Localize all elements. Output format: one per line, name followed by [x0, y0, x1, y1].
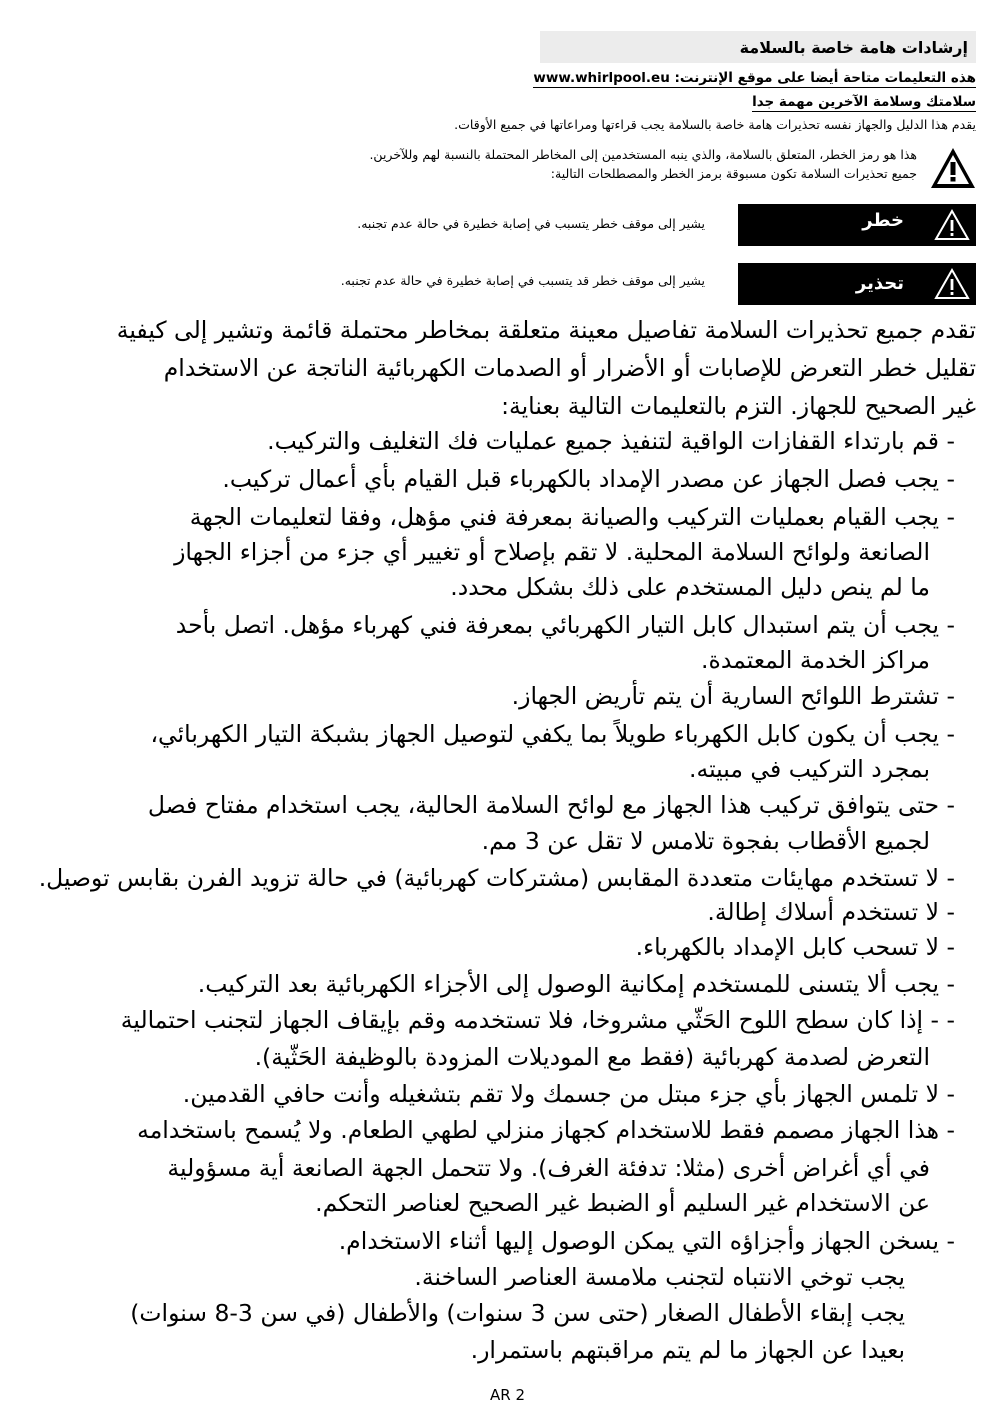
website-line: هذه التعليمات متاحة أيضا على موقع الإنترنت: www.whirlpool.eu: [533, 70, 976, 86]
body-line: لجميع الأقطاب بفجوة تلامس لا تقل عن 3 مم.: [481, 827, 930, 855]
body-line: - يجب القيام بعمليات التركيب والصيانة بمعرفة فني مؤهل، وفقا لتعليمات الجهة: [189, 503, 955, 531]
body-line: - يجب أن يكون كابل الكهرباء طويلاً بما يكفي لتوصيل الجهاز بشبكة التيار الكهربائي،: [150, 720, 955, 748]
body-line: - - إذا كان سطح اللوح الحَثّي مشروخا، فلا تستخدمه وقم بإيقاف الجهاز لتجنب احتمالية: [120, 1006, 955, 1034]
header-title-bar: [540, 31, 976, 63]
warning-triangle-icon: [929, 146, 977, 190]
body-line: - يجب ألا يتسنى للمستخدم إمكانية الوصول إلى الأجزاء الكهربائية بعد التركيب.: [197, 970, 955, 998]
body-line: ما لم ينص دليل المستخدم على ذلك بشكل محدد.: [450, 573, 930, 601]
body-line: - يجب أن يتم استبدال كابل التيار الكهربائي بمعرفة فني كهرباء مؤهل. اتصل بأحد: [175, 611, 955, 639]
body-line: بعيدا عن الجهاز ما لم يتم مراقبتهم باستمرار.: [470, 1336, 905, 1364]
warning-symbol-line-1: هذا هو رمز الخطر، المتعلق بالسلامة، والذي ينبه المستخدمين إلى المخاطر المحتملة بالنسبة لهم وللآخرين.: [369, 147, 917, 162]
body-line: - لا تلمس الجهاز بأي جزء مبتل من جسمك ولا تقم بتشغيله وأنت حافي القدمين.: [182, 1080, 955, 1108]
signal-word-warning: تحذير: [855, 273, 904, 294]
body-line: التعرض لصدمة كهربائية (فقط مع الموديلات المزودة بالوظيفة الحَثّية).: [254, 1043, 930, 1071]
body-line: - لا تسحب كابل الإمداد بالكهرباء.: [635, 933, 955, 961]
signal-word-danger: خطر: [862, 210, 904, 231]
body-line: يجب إبقاء الأطفال الصغار (حتى سن 3 سنوات) والأطفال (في سن 3-8 سنوات): [130, 1299, 905, 1327]
warning-outline-triangle-icon: [934, 267, 970, 301]
body-line: الصانعة ولوائح السلامة المحلية. لا تقم بإصلاح أو تغيير أي جزء من أجزاء الجهاز: [174, 538, 930, 566]
body-line: - لا تستخدم مهايئات متعددة المقابس (مشتركات كهربائية) في حالة تزويد الفرن بقابس توصيل.: [38, 864, 955, 892]
body-line: - لا تستخدم أسلاك إطالة.: [707, 898, 955, 926]
document-title: إرشادات هامة خاصة بالسلامة: [739, 37, 968, 57]
body-line: يجب توخي الانتباه لتجنب ملامسة العناصر الساخنة.: [414, 1263, 905, 1291]
body-line: - هذا الجهاز مصمم فقط للاستخدام كجهاز منزلي لطهي الطعام. ولا يُسمح باستخدامه: [137, 1116, 955, 1144]
body-line: - تشترط اللوائح السارية أن يتم تأريض الجهاز.: [511, 682, 955, 710]
warning-symbol-line-2: جميع تحذيرات السلامة تكون مسبوقة برمز الخطر والمصطلحات التالية:: [550, 166, 917, 181]
body-line: مراكز الخدمة المعتمدة.: [701, 646, 930, 674]
intro-text: يقدم هذا الدليل والجهاز نفسه تحذيرات هامة خاصة بالسلامة يجب قراءتها ومراعاتها في جميع الأوقات.: [454, 117, 976, 132]
body-line: غير الصحيح للجهاز. التزم بالتعليمات التالية بعناية:: [501, 392, 976, 420]
danger-triangle-icon: [934, 208, 970, 242]
signal-desc-danger: يشير إلى موقف خطر يتسبب في إصابة خطيرة في حالة عدم تجنبه.: [357, 216, 705, 231]
signal-desc-warning: يشير إلى موقف خطر قد يتسبب في إصابة خطيرة في حالة عدم تجنبه.: [340, 273, 705, 288]
body-line: - حتى يتوافق تركيب هذا الجهاز مع لوائح السلامة الحالية، يجب استخدام مفتاح فصل: [147, 791, 955, 819]
signal-box-danger: [738, 204, 976, 246]
body-line: بمجرد التركيب في مبيته.: [689, 755, 930, 783]
body-line: - يجب فصل الجهاز عن مصدر الإمداد بالكهرباء قبل القيام بأي أعمال تركيب.: [222, 465, 955, 493]
body-line: تقدم جميع تحذيرات السلامة تفاصيل معينة متعلقة بمخاطر محتملة قائمة وتشير إلى كيفية: [116, 316, 976, 344]
body-line: تقليل خطر التعرض للإصابات أو الأضرار أو الصدمات الكهربائية الناتجة عن الاستخدام: [163, 354, 976, 382]
safety-heading: سلامتك وسلامة الآخرين مهمة جدا: [752, 94, 976, 110]
body-line: - قم بارتداء القفازات الواقية لتنفيذ جميع عمليات فك التغليف والتركيب.: [267, 427, 955, 455]
body-line: في أي أغراض أخرى (مثلا: تدفئة الغرف). ولا تتحمل الجهة الصانعة أية مسؤولية: [167, 1154, 930, 1182]
body-line: - يسخن الجهاز وأجزاؤه التي يمكن الوصول إليها أثناء الاستخدام.: [338, 1227, 955, 1255]
signal-box-warning: [738, 263, 976, 305]
page-number: AR 2: [490, 1386, 525, 1404]
body-line: عن الاستخدام غير السليم أو الضبط غير الصحيح لعناصر التحكم.: [315, 1189, 930, 1217]
